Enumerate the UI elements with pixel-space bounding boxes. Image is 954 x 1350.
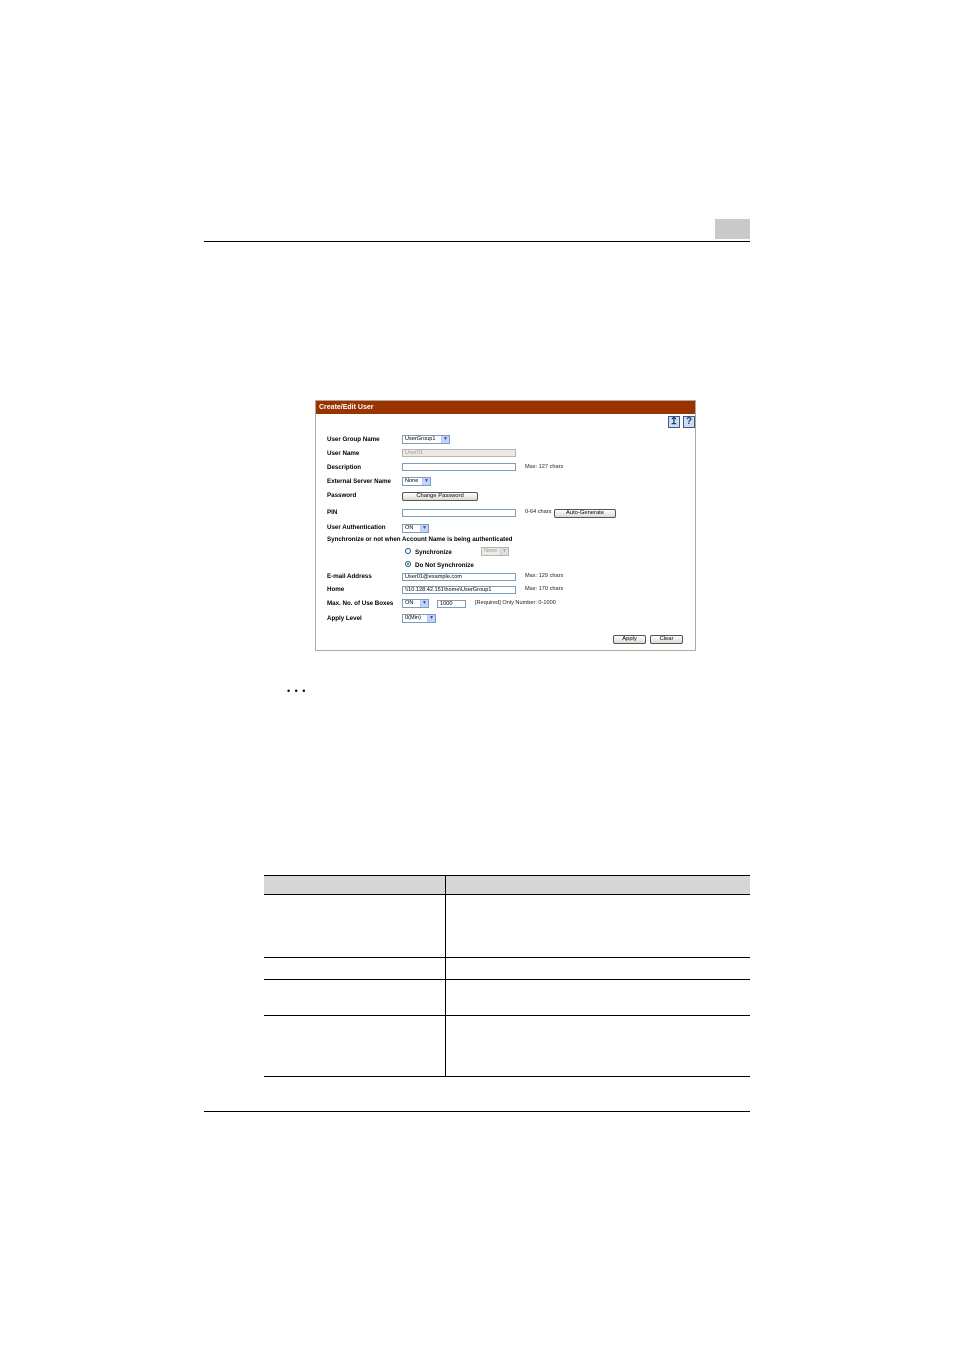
max-user-boxes-note: [Required] Only Number: 0-1000 — [475, 600, 556, 606]
pin-note: 0-64 chars — [525, 509, 552, 515]
user-group-name-label: User Group Name — [327, 436, 380, 443]
external-server-name-label: External Server Name — [327, 478, 391, 485]
max-user-boxes-label: Max. No. of Use Boxes — [327, 600, 394, 607]
footer-rule — [204, 1111, 750, 1112]
chevron-down-icon: ▼ — [500, 548, 508, 555]
email-input[interactable]: User01@example.com — [402, 573, 516, 581]
max-user-boxes-input[interactable]: 1000 — [437, 600, 466, 608]
chevron-down-icon: ▼ — [422, 478, 430, 485]
user-authentication-value: ON — [405, 525, 414, 531]
table-header-row — [264, 875, 750, 895]
do-not-synchronize-option-label: Do Not Synchronize — [415, 562, 474, 569]
header-rule — [204, 241, 750, 242]
pin-input[interactable] — [402, 509, 516, 517]
table-header-divider — [445, 875, 446, 895]
clear-button[interactable]: Clear — [650, 635, 683, 644]
table-row-line — [264, 957, 750, 958]
home-input[interactable]: \\10.128.42.151\home\UserGroup1 — [402, 586, 516, 594]
description-note: Max: 127 chars — [525, 464, 564, 470]
synchronize-label: Synchronize or not when Account Name is being authenticated — [327, 536, 513, 543]
apply-level-label: Apply Level — [327, 615, 362, 622]
user-authentication-select[interactable] — [402, 524, 429, 533]
user-authentication-label: User Authentication — [327, 524, 386, 531]
chevron-down-icon: ▼ — [427, 615, 435, 622]
max-user-boxes-select[interactable] — [402, 599, 429, 608]
user-name-label: User Name — [327, 450, 360, 457]
synchronize-radio[interactable] — [405, 548, 411, 554]
table-row-line — [264, 1015, 750, 1016]
apply-level-value: 0(Min) — [405, 615, 421, 621]
synchronize-select-value: None — [484, 548, 498, 554]
description-label: Description — [327, 464, 362, 471]
max-user-boxes-select-value: ON — [405, 600, 414, 606]
home-note: Max: 170 chars — [525, 586, 564, 592]
auto-generate-button[interactable]: Auto-Generate — [554, 509, 616, 518]
table-column-divider — [445, 895, 446, 1076]
description-input[interactable] — [402, 463, 516, 471]
synchronize-select — [481, 547, 509, 556]
chapter-tab — [715, 219, 750, 239]
up-arrow-icon[interactable]: ↥ — [669, 416, 679, 427]
chevron-down-icon: ▼ — [420, 600, 428, 607]
user-group-name-value: UserGroup1 — [405, 436, 436, 442]
create-edit-user-dialog — [315, 400, 696, 651]
password-label: Password — [327, 492, 357, 499]
apply-button[interactable]: Apply — [613, 635, 646, 644]
synchronize-option-label: Synchronize — [415, 549, 452, 556]
email-label: E-mail Address — [327, 573, 372, 580]
apply-level-select[interactable] — [402, 614, 436, 623]
home-label: Home — [327, 586, 345, 593]
change-password-button[interactable]: Change Password — [402, 492, 478, 501]
table-bottom-line — [264, 1076, 750, 1077]
user-name-input: User01 — [402, 449, 516, 457]
external-server-name-select[interactable] — [402, 477, 431, 486]
chevron-down-icon: ▼ — [441, 436, 449, 443]
help-icon[interactable]: ? — [683, 416, 695, 428]
table-row-line — [264, 979, 750, 980]
email-note: Max: 129 chars — [525, 573, 564, 579]
ellipsis-marker: • • • — [287, 686, 307, 696]
pin-label: PIN — [327, 509, 338, 516]
external-server-name-value: None — [405, 478, 419, 484]
do-not-synchronize-radio[interactable] — [405, 561, 411, 567]
chevron-down-icon: ▼ — [420, 525, 428, 532]
user-group-name-select[interactable] — [402, 435, 450, 444]
dialog-title: Create/Edit User — [316, 401, 695, 414]
